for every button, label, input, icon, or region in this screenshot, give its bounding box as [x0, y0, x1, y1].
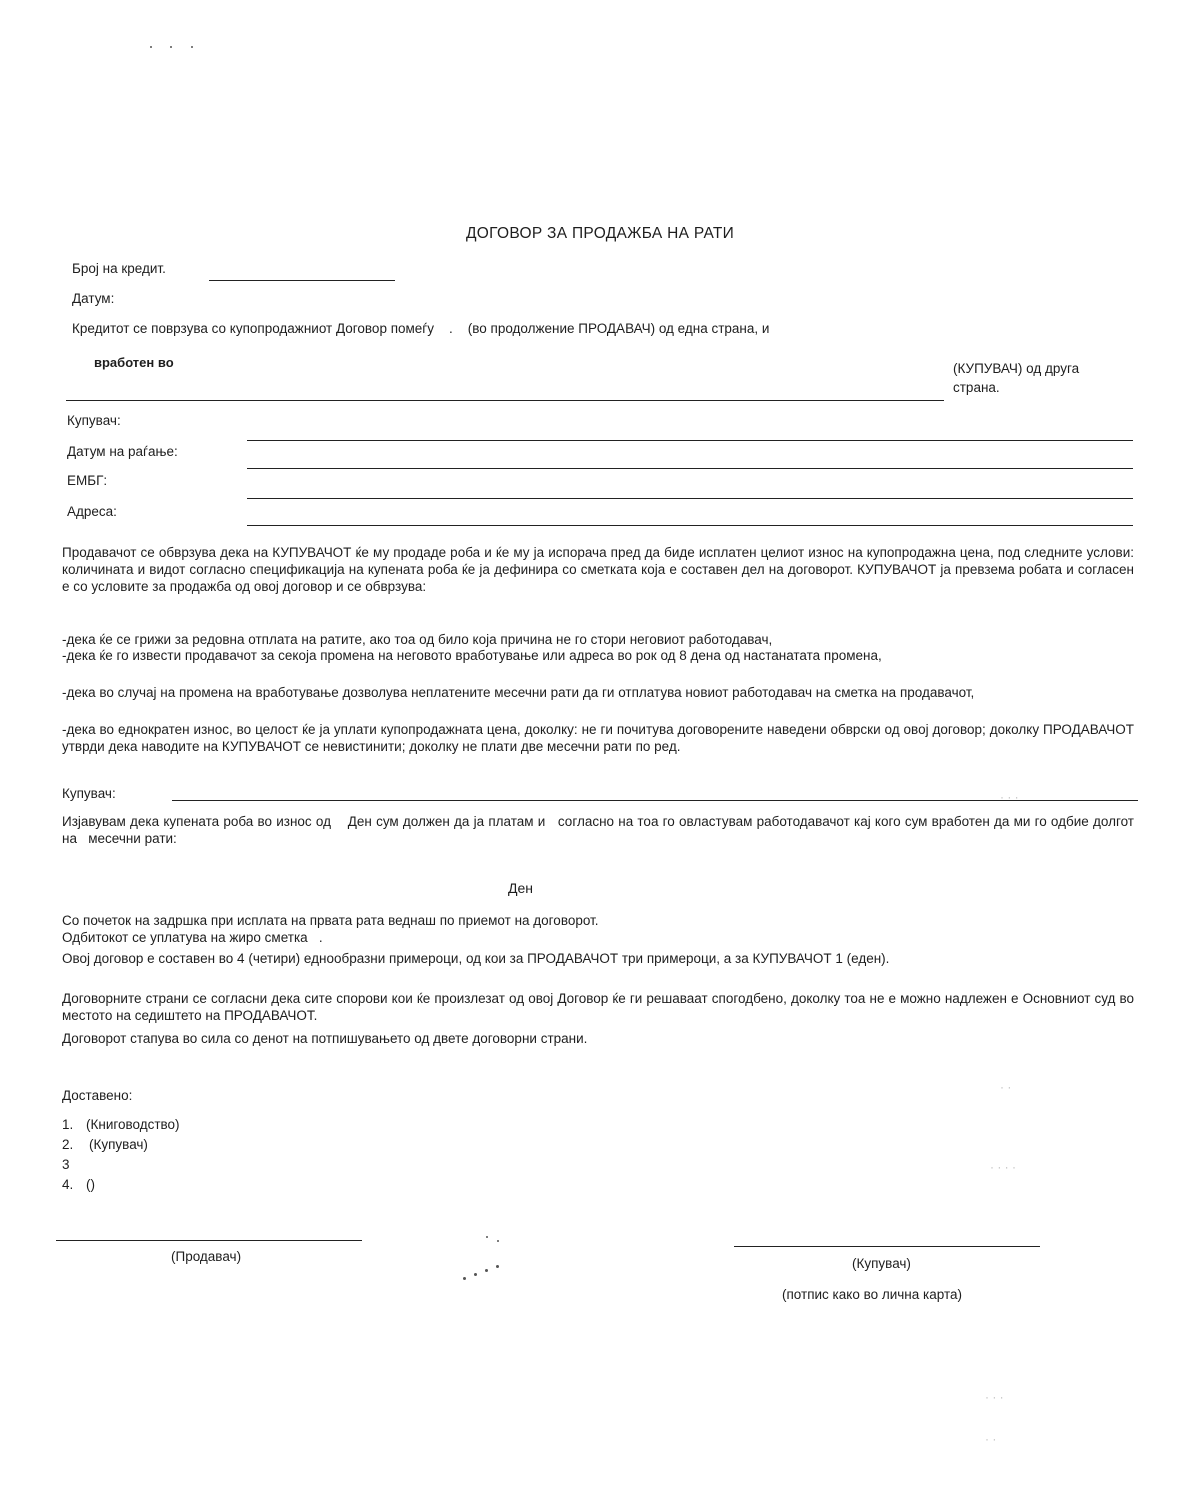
- employer-line: [66, 400, 944, 401]
- birth-date-label: Датум на раѓање:: [67, 444, 178, 459]
- effective-text: Договорот стапува во сила со денот на потпишувањето од двете договорни страни.: [62, 1031, 588, 1046]
- delivered-item-no: 2.: [62, 1137, 74, 1152]
- disputes-text: Договорните страни се согласни дека сите спорови кои ќе произлезат од овој Договор ќе ги решаваат спогодбено, доколку тоа не е можно надлежен е Основниот суд во местото на седиштето на ПРОДАВАЧОТ.: [62, 991, 1134, 1023]
- birth-date-line: [247, 468, 1133, 469]
- employed-at-label: вработен во: [94, 355, 174, 370]
- seller-signature-line: [56, 1240, 362, 1241]
- scan-speck: [170, 46, 172, 48]
- buyer-other-side-line2: страна.: [953, 380, 1000, 395]
- delivered-item-no: 4.: [62, 1177, 74, 1192]
- obligation-item: -дека во еднократен износ, во целост ќе ја уплати купопродажната цена, доколку: не ги почитува договорените наведени обврски од овој договор; доколку ПРОДАВАЧОТ утврди дека наводите на КУПУВАЧОТ се невистинити; доколку не плати две месечни рати по ред.: [62, 722, 1134, 754]
- delivered-item-text: (Книговодство): [86, 1117, 180, 1132]
- obligation-item: -дека ќе се грижи за редовна отплата на ратите, ако тоа од било која причина не го стори неговиот работодавач,: [62, 632, 773, 647]
- declaration-text: Изјавувам дека купената роба во износ од Ден сум должен да ја платам и согласно на тоа го овластувам работодавачот кај кого сум вработен да ми го одбие долгот на месечни рати:: [62, 814, 1138, 846]
- buyer-sign-line: [172, 800, 1138, 801]
- scan-speck: [496, 1265, 499, 1268]
- address-line: [247, 525, 1133, 526]
- scan-speck: [485, 1269, 488, 1272]
- closing-line: Со почеток на задршка при исплата на првата рата веднаш по приемот на договорот.: [62, 913, 599, 928]
- buyer-signature-note: (потпис како во лична карта): [782, 1287, 962, 1302]
- address-label: Адреса:: [67, 504, 117, 519]
- buyer-label: Купувач:: [67, 413, 121, 428]
- buyer-signature-label: (Купувач): [852, 1256, 911, 1271]
- scan-speck: [191, 46, 193, 48]
- bleed-through-mark: · · ·: [1000, 790, 1019, 804]
- buyer-line: [247, 440, 1133, 441]
- delivered-item-text: (): [86, 1177, 95, 1192]
- seller-signature-label: (Продавач): [171, 1249, 242, 1264]
- bleed-through-mark: · · ·: [985, 1390, 1004, 1404]
- delivered-item-no: 1.: [62, 1117, 74, 1132]
- bleed-through-mark: · ·: [985, 1432, 997, 1446]
- copies-text: Овој договор е составен во 4 (четири) еднообразни примероци, од кои за ПРОДАВАЧОТ три примероци, а за КУПУВАЧОТ 1 (еден).: [62, 951, 890, 966]
- obligation-intro: Продавачот се обврзува дека на КУПУВАЧОТ ќе му продаде роба и ќе му ја испорача пред да биде исплатен целиот износ на купопродажна цена, под следните услови: количината и видот согласно спецификација на купената роба ќе ја дефинира со сметката која е составен дел на договорот. КУПУВАЧОТ ја превзема робата и согласен е со условите за продажба од овој договор и се обврзува:: [62, 545, 1134, 594]
- scan-speck: [150, 46, 152, 48]
- buyer-sign-label: Купувач:: [62, 786, 116, 801]
- credit-number-line: [209, 280, 395, 281]
- embg-line: [247, 498, 1133, 499]
- buyer-signature-line: [734, 1246, 1040, 1247]
- delivered-label: Доставено:: [62, 1088, 133, 1103]
- obligation-item: -дека во случај на промена на вработување дозволува неплатените месечни рати да ги отплатува новиот работодавач на сметка на продавачот,: [62, 685, 975, 700]
- date-label: Датум:: [72, 291, 115, 306]
- scan-speck: [497, 1240, 499, 1242]
- delivered-item-no: 3: [62, 1157, 70, 1172]
- bleed-through-mark: · · · ·: [990, 1160, 1016, 1174]
- scan-speck: [486, 1236, 488, 1238]
- intro-text: Кредитот се поврзува со купопродажниот Договор помеѓу . (во продолжение ПРОДАВАЧ) од една страна, и: [72, 321, 770, 336]
- closing-line: Одбитокот се уплатува на жиро сметка .: [62, 930, 323, 945]
- document-title: ДОГОВОР ЗА ПРОДАЖБА НА РАТИ: [466, 225, 735, 242]
- bleed-through-mark: · ·: [1000, 1080, 1012, 1094]
- credit-number-label: Број на кредит.: [72, 261, 166, 276]
- buyer-other-side-line1: (КУПУВАЧ) од друга: [953, 361, 1080, 376]
- embg-label: ЕМБГ:: [67, 473, 108, 488]
- scan-speck: [474, 1273, 477, 1276]
- currency-label: Ден: [508, 880, 533, 896]
- obligation-item: -дека ќе го извести продавачот за секоја промена на неговото вработување или адреса во рок од 8 дена од настанатата промена,: [62, 648, 882, 663]
- scan-speck: [463, 1277, 466, 1280]
- delivered-item-text: (Купувач): [89, 1137, 148, 1152]
